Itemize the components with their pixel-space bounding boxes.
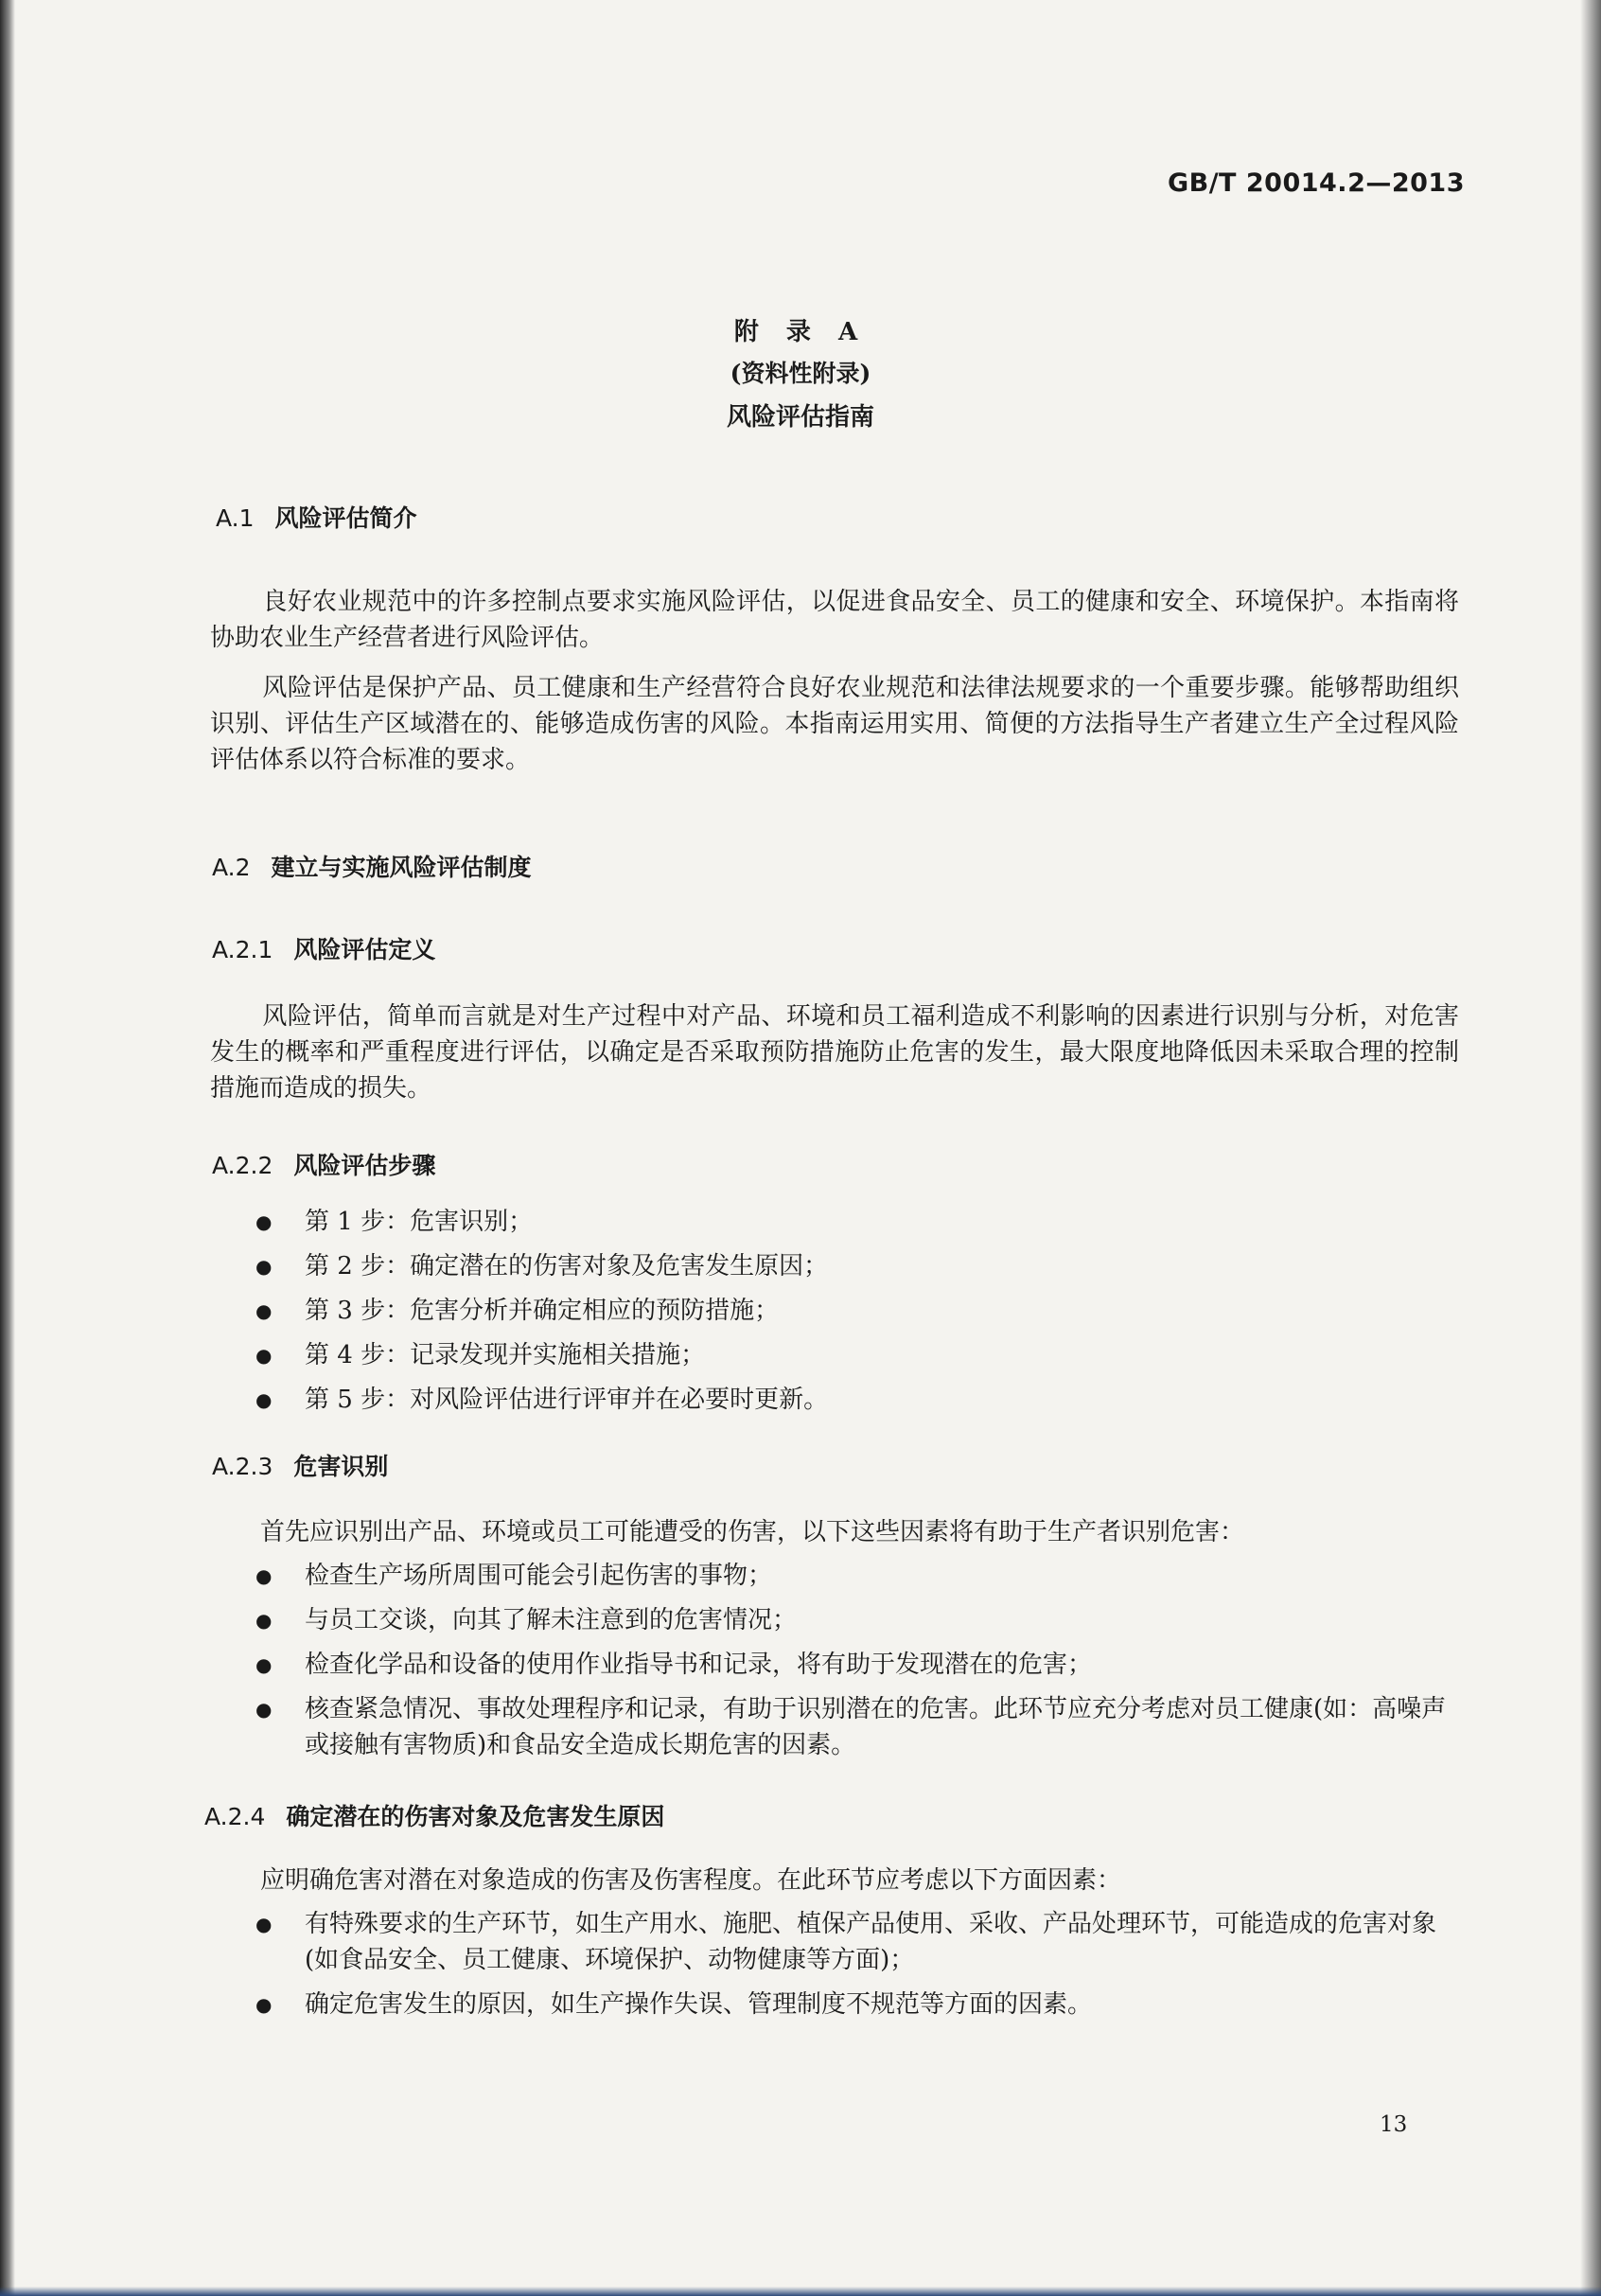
section-title: 建立与实施风险评估制度 (271, 854, 532, 881)
section-heading-a22 (212, 1147, 435, 1181)
list-item: ● 第 3 步：危害分析并确定相应的预防措施； (254, 1293, 1465, 1329)
paragraph-a23-intro: 首先应识别出产品、环境或员工可能遭受的伤害，以下这些因素将有助于生产者识别危害： (260, 1518, 1245, 1546)
annex-title: 风险评估指南 (726, 403, 874, 432)
list-item: ● 第 4 步：记录发现并实施相关措施； (254, 1337, 1465, 1373)
annex-type: (资料性附录) (730, 360, 871, 387)
paragraph-a21-1 (210, 998, 1459, 1106)
section-number: A.2 (212, 854, 251, 881)
paragraph-text: 风险评估，简单而言就是对生产过程中对产品、环境和员工福利造成不利影响的因素进行识别与分析，对危害发生的概率和严重程度进行评估，以确定是否采取预防措施防止危害的发生，最大限度地降低因未采取合理的控制措施而造成的损失。 (210, 1002, 1459, 1103)
list-item: ● 第 1 步：危害识别； (254, 1204, 1465, 1240)
section-number: A.1 (216, 504, 255, 532)
section-number: A.2.1 (212, 936, 273, 963)
scan-bottom-edge (0, 2287, 1601, 2296)
section-heading-a2 (212, 849, 532, 883)
section-heading-a1 (216, 500, 417, 534)
paragraph-a24-intro: 应明确危害对潜在对象造成的伤害及伤害程度。在此环节应考虑以下方面因素： (260, 1866, 1122, 1895)
list-item: ● 第 5 步：对风险评估进行评审并在必要时更新。 (254, 1382, 1465, 1418)
page-number: 13 (1380, 2112, 1408, 2137)
standard-number: GB/T 20014.2—2013 (1167, 168, 1465, 198)
paragraph-a1-1 (210, 584, 1459, 656)
list-item: ● 与员工交谈，向其了解未注意到的危害情况； (254, 1602, 1465, 1638)
section-number: A.2.4 (204, 1803, 266, 1830)
list-item: ● 有特殊要求的生产环节，如生产用水、施肥、植保产品使用、采收、产品处理环节，可能造成的危害对象(如食品安全、员工健康、环境保护、动物健康等方面)； (254, 1906, 1465, 1978)
paragraph-a1-2 (210, 670, 1459, 778)
harm-object-list (254, 1906, 1465, 2031)
section-title: 风险评估简介 (274, 504, 417, 532)
list-item: ● 第 2 步：确定潜在的伤害对象及危害发生原因； (254, 1248, 1465, 1284)
list-item: ● 确定危害发生的原因，如生产操作失误、管理制度不规范等方面的因素。 (254, 1987, 1465, 2022)
annex-label: 附 录 A (733, 318, 868, 346)
section-heading-a24 (204, 1798, 664, 1832)
list-item: ● 核查紧急情况、事故处理程序和记录，有助于识别潜在的危害。此环节应充分考虑对员工健康(如：高噪声或接触有害物质)和食品安全造成长期危害的因素。 (254, 1691, 1465, 1763)
hazard-identification-list (254, 1558, 1465, 1772)
paragraph-text: 良好农业规范中的许多控制点要求实施风险评估，以促进食品安全、员工的健康和安全、环境保护。本指南将协助农业生产经营者进行风险评估。 (210, 588, 1459, 652)
section-heading-a21 (212, 931, 435, 965)
section-title: 风险评估步骤 (293, 1152, 436, 1179)
list-item: ● 检查化学品和设备的使用作业指导书和记录，将有助于发现潜在的危害； (254, 1647, 1465, 1683)
section-title: 危害识别 (293, 1453, 389, 1480)
paragraph-text: 风险评估是保护产品、员工健康和生产经营符合良好农业规范和法律法规要求的一个重要步骤。能够帮助组织识别、评估生产区域潜在的、能够造成伤害的风险。本指南运用实用、简便的方法指导生产者建立生产全过程风险评估体系以符合标准的要求。 (210, 674, 1459, 774)
section-title: 风险评估定义 (293, 936, 436, 963)
steps-list (254, 1204, 1465, 1426)
section-number: A.2.2 (212, 1152, 273, 1179)
section-title: 确定潜在的伤害对象及危害发生原因 (286, 1803, 665, 1830)
list-item: ● 检查生产场所周围可能会引起伤害的事物； (254, 1558, 1465, 1594)
section-heading-a23 (212, 1448, 388, 1482)
section-number: A.2.3 (212, 1453, 273, 1480)
